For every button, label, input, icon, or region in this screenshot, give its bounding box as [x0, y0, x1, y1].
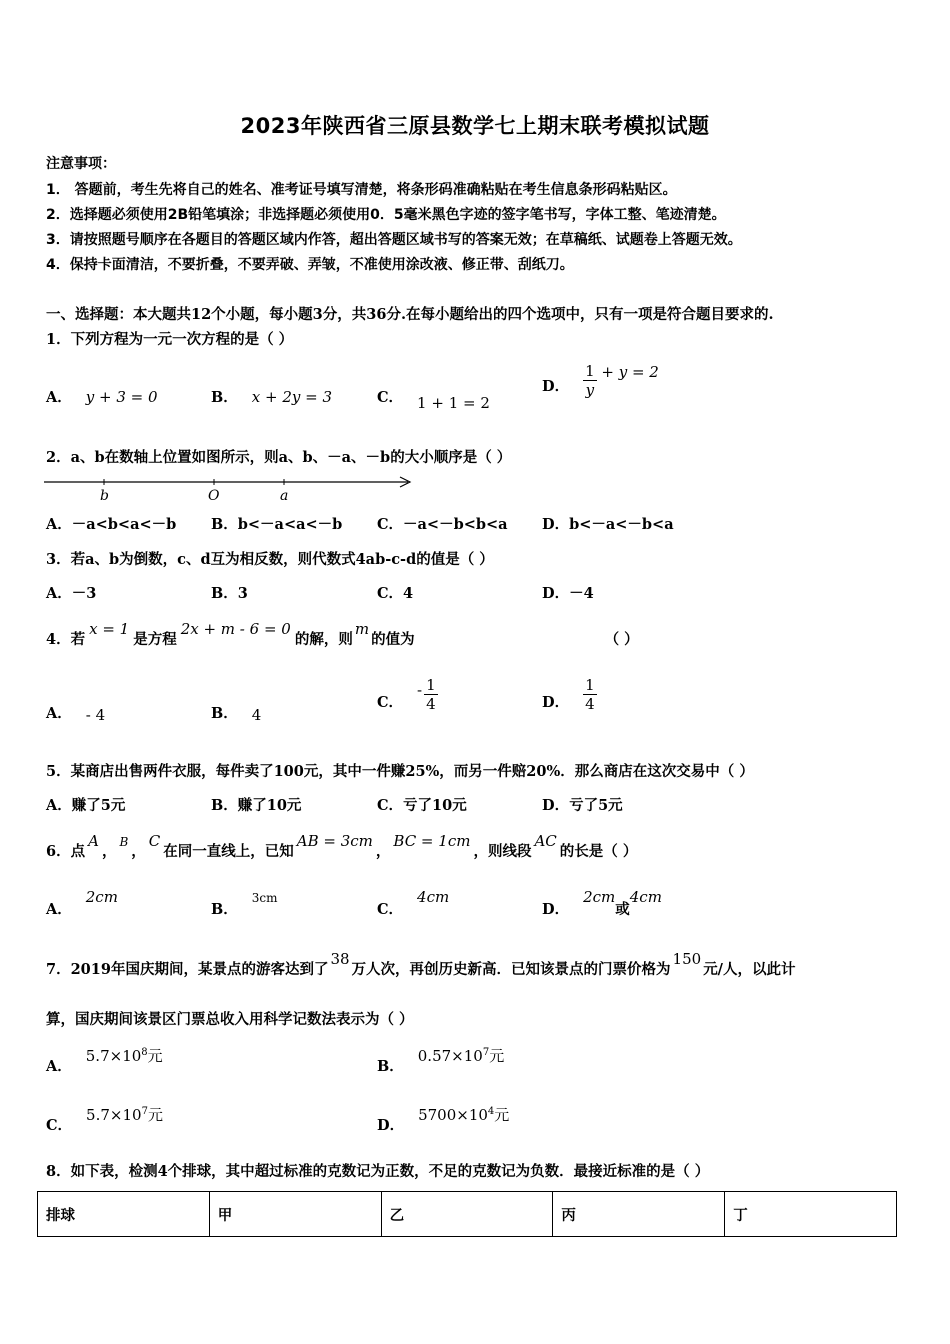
q1-option-c[interactable] [377, 386, 490, 412]
notice-item-4: 4．保持卡面清洁，不要折叠，不要弄破、弄皱，不准使用涂改液、修正带、刮纸刀。 [46, 257, 574, 273]
q4-equation: 2x + m - 6 = 0 [180, 620, 291, 638]
q1-d-rest: + y = 2 [596, 362, 659, 381]
q3-option-b[interactable]: B．3 [211, 585, 248, 602]
q4-option-d[interactable] [542, 676, 597, 713]
q4-option-c[interactable]: C．- $\frac{1}{4}$ [377, 676, 436, 713]
q7-option-d[interactable]: D．$5700\times 10^4$元 [377, 1106, 510, 1134]
q4-option-a[interactable] [46, 702, 105, 723]
q5-option-c[interactable]: C．亏了10元 [377, 797, 467, 814]
q4-label-c: C． [377, 693, 404, 711]
q6-label-d: D． [542, 901, 570, 918]
q2-option-c[interactable]: C．－a<－b<b<a [377, 516, 508, 533]
q7-label-b: B． [377, 1058, 404, 1075]
notice-item-3: 3．请按照题号顺序在各题目的答题区域内作答，超出答题区域书写的答案无效；在草稿纸、试题卷上答题无效。 [46, 232, 742, 248]
q5-option-b[interactable]: B．赚了10元 [211, 797, 302, 814]
q5-option-a[interactable]: A．赚了5元 [46, 797, 126, 814]
q6-a-value: 2cm [85, 888, 118, 906]
q5-stem: 5．某商店出售两件衣服，每件卖了100元，其中一件赚25%，而另一件赔20%．那么商店在这次交易中（ ） [46, 763, 754, 780]
axis-label-o: O [208, 488, 220, 504]
q7-label-c: C． [46, 1117, 73, 1134]
q1-label-b: B． [211, 389, 238, 406]
q7-option-b[interactable]: B．$0.57\times 10^7$元 [377, 1047, 505, 1075]
q4-label-a: A． [46, 705, 72, 722]
q1-label-c: C． [377, 389, 404, 406]
axis-label-b: b [100, 488, 109, 504]
section-heading: 一、选择题：本大题共12个小题，每小题3分，共36分.在每小题给出的四个选项中，只有一项是符合题目要求的. [46, 306, 774, 323]
q2-option-b[interactable]: B．b<－a<a<－b [211, 516, 343, 533]
q4-label-d: D． [542, 693, 570, 711]
q1-c-expr: 1 + 1 = 2 [417, 394, 490, 412]
q1-d-fraction: $\frac{1}{y}$ [585, 362, 595, 399]
table-header-cell: 丙 [553, 1192, 725, 1237]
q1-option-b[interactable] [211, 386, 332, 407]
q6-label-a: A． [46, 901, 72, 918]
q6-option-d[interactable]: D．2cm或4cm [542, 888, 662, 918]
q6-stem: 6．点A，$^B$，C在同一直线上，已知AB = 3cm，BC = 1cm，则线段AC的长是（ ） [46, 832, 638, 860]
q8-stem: 8．如下表，检测4个排球，其中超过标准的克数记为正数，不足的克数记为负数．最接近标准的是（ ） [46, 1163, 710, 1180]
q7-option-c[interactable]: C．$5.7\times 10^7$元 [46, 1106, 163, 1134]
q6-b-value: 3cm [251, 891, 278, 905]
q3-stem: 3．若a、b为倒数，c、d互为相反数，则代数式4ab-c-d的值是（ ） [46, 551, 494, 568]
q2-option-a[interactable]: A．－a<b<a<－b [46, 516, 177, 533]
q6-label-c: C． [377, 901, 404, 918]
table-header-cell: 排球 [38, 1192, 210, 1237]
q4-a-value: - 4 [85, 706, 106, 724]
table-row [38, 1192, 897, 1237]
q6-label-b: B． [211, 901, 238, 918]
q3-option-c[interactable]: C．4 [377, 585, 414, 602]
table-header-cell: 丁 [725, 1192, 897, 1237]
q7-label-d: D． [377, 1117, 405, 1134]
q7-option-a[interactable]: A．$5.7\times 10^8$元 [46, 1047, 163, 1075]
q4-m: m [354, 620, 370, 638]
q1-label-a: A． [46, 389, 72, 406]
q3-option-a[interactable]: A．－3 [46, 585, 97, 602]
q6-c-value: 4cm [417, 888, 450, 906]
number-line-figure [44, 470, 416, 504]
page-title: 2023年陕西省三原县数学七上期末联考模拟试题 [240, 114, 710, 138]
q1-a-expr: y + 3 = 0 [85, 388, 158, 406]
q1-label-d: D． [542, 377, 570, 395]
q1-option-d[interactable] [542, 362, 659, 399]
q6-option-a[interactable] [46, 888, 118, 919]
q7-label-a: A． [46, 1058, 72, 1075]
q4-d-fraction: $\frac{1}{4}$ [585, 676, 595, 713]
notice-item-1: 1． 答题前，考生先将自己的姓名、准考证号填写清楚，将条形码准确粘贴在考生信息条形码粘贴区。 [46, 182, 677, 198]
q6-option-b[interactable] [211, 891, 278, 919]
notice-item-2: 2．选择题必须使用2B铅笔填涂；非选择题必须使用0．5毫米黑色字迹的签字笔书写，字体工整、笔迹清楚。 [46, 207, 726, 223]
q6-option-c[interactable] [377, 888, 450, 919]
q3-option-d[interactable]: D．－4 [542, 585, 594, 602]
q5-option-d[interactable]: D．亏了5元 [542, 797, 623, 814]
q1-option-a[interactable] [46, 386, 158, 407]
q4-stem: 4．若x = 1是方程2x + m - 6 = 0的解，则m的值为 （ ） [46, 620, 639, 648]
q7-stem-line1: 7．2019年国庆期间，某景点的游客达到了38万人次，再创历史新高．已知该景点的门票价格为150元/人，以此计 [46, 950, 796, 978]
table-header-cell: 甲 [209, 1192, 381, 1237]
q7-stem-line2: 算，国庆期间该景区门票总收入用科学记数法表示为（ ） [46, 1011, 414, 1028]
table-header-cell: 乙 [381, 1192, 553, 1237]
q4-option-b[interactable] [211, 702, 261, 723]
q2-option-d[interactable]: D．b<－a<－b<a [542, 516, 674, 533]
volleyball-table [37, 1191, 897, 1237]
notice-heading: 注意事项： [46, 156, 116, 172]
q4-label-b: B． [211, 705, 238, 722]
q1-b-expr: x + 2y = 3 [251, 388, 332, 406]
q4-x-eq: x = 1 [89, 620, 130, 638]
q4-b-value: 4 [251, 706, 262, 724]
q2-stem: 2．a、b在数轴上位置如图所示，则a、b、－a、－b的大小顺序是（ ） [46, 449, 512, 466]
q4-c-fraction: $\frac{1}{4}$ [426, 676, 436, 713]
axis-label-a: a [280, 488, 289, 504]
q1-stem: 1．下列方程为一元一次方程的是（ ） [46, 331, 294, 348]
